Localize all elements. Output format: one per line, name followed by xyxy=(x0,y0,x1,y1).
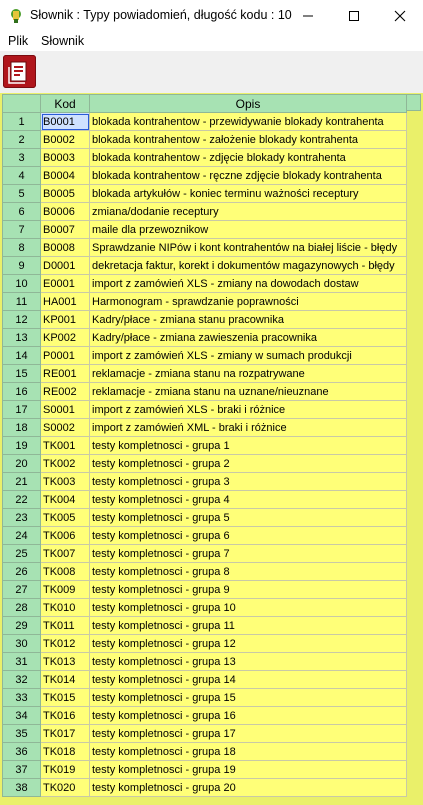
cell-kod[interactable]: RE002 xyxy=(41,383,90,401)
table-row[interactable] xyxy=(3,491,407,509)
cell-kod[interactable]: B0008 xyxy=(41,239,90,257)
row-number[interactable]: 36 xyxy=(3,743,41,761)
title-bar xyxy=(0,0,423,31)
row-number[interactable]: 38 xyxy=(3,779,41,797)
app-icon xyxy=(9,8,23,23)
cell-opis[interactable]: testy kompletnosci - grupa 19 xyxy=(90,761,407,779)
cell-kod[interactable]: HA001 xyxy=(41,293,90,311)
table-row[interactable] xyxy=(3,221,407,239)
row-number[interactable]: 11 xyxy=(3,293,41,311)
cell-opis[interactable]: blokada kontrahentow - zdjęcie blokady kontrahenta xyxy=(90,149,407,167)
cell-opis[interactable]: reklamacje - zmiana stanu na uznane/nieuznane xyxy=(90,383,407,401)
table-row[interactable] xyxy=(3,311,407,329)
cell-opis[interactable]: Sprawdzanie NIPów i kont kontrahentów na białej liście - błędy xyxy=(90,239,407,257)
table-row[interactable] xyxy=(3,617,407,635)
row-number[interactable]: 30 xyxy=(3,635,41,653)
cell-kod[interactable]: TK011 xyxy=(41,617,90,635)
cell-kod[interactable]: KP001 xyxy=(41,311,90,329)
cell-kod[interactable]: TK001 xyxy=(41,437,90,455)
cell-opis[interactable]: import z zamówień XLS - zmiany na dowodach dostaw xyxy=(90,275,407,293)
cell-opis[interactable]: testy kompletnosci - grupa 4 xyxy=(90,491,407,509)
row-number[interactable]: 12 xyxy=(3,311,41,329)
row-number[interactable]: 34 xyxy=(3,707,41,725)
row-number[interactable]: 22 xyxy=(3,491,41,509)
cell-opis[interactable]: testy kompletnosci - grupa 6 xyxy=(90,527,407,545)
cell-kod[interactable]: B0004 xyxy=(41,167,90,185)
row-number[interactable]: 21 xyxy=(3,473,41,491)
table-row[interactable] xyxy=(3,437,407,455)
table-row[interactable] xyxy=(3,275,407,293)
cell-kod[interactable]: D0001 xyxy=(41,257,90,275)
cell-opis[interactable]: testy kompletnosci - grupa 16 xyxy=(90,707,407,725)
cell-opis[interactable]: testy kompletnosci - grupa 15 xyxy=(90,689,407,707)
cell-kod[interactable]: RE001 xyxy=(41,365,90,383)
cell-kod[interactable]: TK019 xyxy=(41,761,90,779)
menu-slownik[interactable]: Słownik xyxy=(41,34,85,48)
cell-opis[interactable]: testy kompletnosci - grupa 17 xyxy=(90,725,407,743)
minimize-icon xyxy=(302,10,314,22)
print-report-icon xyxy=(3,55,36,88)
dictionary-table xyxy=(2,94,407,797)
cell-kod[interactable]: TK018 xyxy=(41,743,90,761)
cell-opis[interactable]: testy kompletnosci - grupa 18 xyxy=(90,743,407,761)
table-row[interactable] xyxy=(3,383,407,401)
cell-kod[interactable]: B0002 xyxy=(41,131,90,149)
row-number-header[interactable] xyxy=(3,95,41,113)
table-row[interactable] xyxy=(3,725,407,743)
table-row[interactable] xyxy=(3,401,407,419)
table-row[interactable] xyxy=(3,563,407,581)
table-row[interactable] xyxy=(3,671,407,689)
row-number[interactable]: 28 xyxy=(3,599,41,617)
row-number[interactable]: 24 xyxy=(3,527,41,545)
cell-kod[interactable]: B0006 xyxy=(41,203,90,221)
table-row[interactable] xyxy=(3,185,407,203)
table-row[interactable] xyxy=(3,581,407,599)
cell-opis[interactable]: blokada kontrahentow - przewidywanie blokady kontrahenta xyxy=(90,113,407,131)
cell-opis[interactable]: Kadry/płace - zmiana zawieszenia pracownika xyxy=(90,329,407,347)
cell-kod[interactable]: TK008 xyxy=(41,563,90,581)
cell-opis[interactable]: testy kompletnosci - grupa 3 xyxy=(90,473,407,491)
cell-kod[interactable]: KP002 xyxy=(41,329,90,347)
row-number[interactable]: 3 xyxy=(3,149,41,167)
cell-opis[interactable]: dekretacja faktur, korekt i dokumentów magazynowych - błędy xyxy=(90,257,407,275)
table-row[interactable] xyxy=(3,527,407,545)
cell-opis[interactable]: reklamacje - zmiana stanu na rozpatrywane xyxy=(90,365,407,383)
cell-opis[interactable]: testy kompletnosci - grupa 10 xyxy=(90,599,407,617)
cell-kod[interactable]: TK010 xyxy=(41,599,90,617)
cell-opis[interactable]: blokada kontrahentow - ręczne zdjęcie blokady kontrahenta xyxy=(90,167,407,185)
cell-opis[interactable]: testy kompletnosci - grupa 1 xyxy=(90,437,407,455)
cell-kod[interactable]: TK002 xyxy=(41,455,90,473)
maximize-button[interactable] xyxy=(331,0,377,31)
row-number[interactable]: 13 xyxy=(3,329,41,347)
cell-kod[interactable]: P0001 xyxy=(41,347,90,365)
table-row[interactable] xyxy=(3,455,407,473)
cell-opis[interactable]: testy kompletnosci - grupa 11 xyxy=(90,617,407,635)
row-number[interactable]: 4 xyxy=(3,167,41,185)
cell-opis[interactable]: testy kompletnosci - grupa 2 xyxy=(90,455,407,473)
close-button[interactable] xyxy=(377,0,423,31)
cell-kod[interactable]: TK013 xyxy=(41,653,90,671)
table-row[interactable] xyxy=(3,779,407,797)
cell-opis[interactable]: testy kompletnosci - grupa 13 xyxy=(90,653,407,671)
table-row[interactable] xyxy=(3,293,407,311)
row-number[interactable]: 19 xyxy=(3,437,41,455)
cell-kod[interactable]: TK015 xyxy=(41,689,90,707)
cell-kod[interactable]: B0003 xyxy=(41,149,90,167)
cell-opis[interactable]: zmiana/dodanie receptury xyxy=(90,203,407,221)
cell-opis[interactable]: import z zamówień XLS - zmiany w sumach produkcji xyxy=(90,347,407,365)
table-row[interactable] xyxy=(3,419,407,437)
row-number[interactable]: 20 xyxy=(3,455,41,473)
table-row[interactable] xyxy=(3,635,407,653)
cell-opis[interactable]: Kadry/płace - zmiana stanu pracownika xyxy=(90,311,407,329)
header-edge-cell xyxy=(406,94,421,111)
cell-opis[interactable]: testy kompletnosci - grupa 14 xyxy=(90,671,407,689)
table-row[interactable] xyxy=(3,131,407,149)
menu-bar xyxy=(0,31,423,51)
window-title: Słownik : Typy powiadomień, długość kodu : 10 xyxy=(30,8,292,22)
cell-opis[interactable]: blokada kontrahentow - założenie blokady kontrahenta xyxy=(90,131,407,149)
cell-opis[interactable]: testy kompletnosci - grupa 12 xyxy=(90,635,407,653)
table-row[interactable] xyxy=(3,707,407,725)
cell-opis[interactable]: import z zamówień XLS - braki i różnice xyxy=(90,401,407,419)
cell-kod[interactable]: S0002 xyxy=(41,419,90,437)
row-number[interactable]: 15 xyxy=(3,365,41,383)
table-row[interactable] xyxy=(3,545,407,563)
cell-kod[interactable]: TK005 xyxy=(41,509,90,527)
row-number[interactable]: 35 xyxy=(3,725,41,743)
toolbar xyxy=(0,51,423,94)
table-row[interactable] xyxy=(3,257,407,275)
cell-kod[interactable]: TK006 xyxy=(41,527,90,545)
table-row[interactable] xyxy=(3,473,407,491)
cell-kod[interactable]: TK020 xyxy=(41,779,90,797)
cell-kod[interactable]: S0001 xyxy=(41,401,90,419)
row-number[interactable]: 5 xyxy=(3,185,41,203)
column-header-opis[interactable]: Opis xyxy=(90,95,407,113)
table-header-row xyxy=(3,95,407,113)
row-number[interactable]: 33 xyxy=(3,689,41,707)
maximize-icon xyxy=(348,10,360,22)
close-icon xyxy=(394,10,406,22)
cell-opis[interactable]: maile dla przewoznikow xyxy=(90,221,407,239)
table-row[interactable] xyxy=(3,761,407,779)
row-number[interactable]: 1 xyxy=(3,113,41,131)
row-number[interactable]: 16 xyxy=(3,383,41,401)
table-row[interactable] xyxy=(3,239,407,257)
row-number[interactable]: 18 xyxy=(3,419,41,437)
table-row[interactable] xyxy=(3,653,407,671)
table-row[interactable] xyxy=(3,689,407,707)
table-row[interactable] xyxy=(3,743,407,761)
row-number[interactable]: 25 xyxy=(3,545,41,563)
cell-kod[interactable]: B0005 xyxy=(41,185,90,203)
minimize-button[interactable] xyxy=(285,0,331,31)
cell-kod[interactable]: B0001 xyxy=(41,113,90,131)
cell-kod[interactable]: TK003 xyxy=(41,473,90,491)
print-button[interactable] xyxy=(3,55,36,88)
row-number[interactable]: 26 xyxy=(3,563,41,581)
row-number[interactable]: 27 xyxy=(3,581,41,599)
row-number[interactable]: 23 xyxy=(3,509,41,527)
cell-opis[interactable]: import z zamówień XML - braki i różnice xyxy=(90,419,407,437)
table-row[interactable] xyxy=(3,149,407,167)
cell-opis[interactable]: testy kompletnosci - grupa 8 xyxy=(90,563,407,581)
table-row[interactable] xyxy=(3,599,407,617)
row-number[interactable]: 37 xyxy=(3,761,41,779)
table-row[interactable] xyxy=(3,347,407,365)
table-row[interactable] xyxy=(3,329,407,347)
cell-kod[interactable]: TK017 xyxy=(41,725,90,743)
row-number[interactable]: 8 xyxy=(3,239,41,257)
cell-kod[interactable]: TK016 xyxy=(41,707,90,725)
data-grid xyxy=(0,93,423,805)
cell-kod[interactable]: TK009 xyxy=(41,581,90,599)
row-number[interactable]: 14 xyxy=(3,347,41,365)
row-number[interactable]: 29 xyxy=(3,617,41,635)
menu-plik[interactable]: Plik xyxy=(8,34,29,48)
table-row[interactable] xyxy=(3,203,407,221)
table-row[interactable] xyxy=(3,509,407,527)
cell-opis[interactable]: blokada artykułów - koniec terminu ważności receptury xyxy=(90,185,407,203)
row-number[interactable]: 32 xyxy=(3,671,41,689)
row-number[interactable]: 17 xyxy=(3,401,41,419)
cell-kod[interactable]: E0001 xyxy=(41,275,90,293)
row-number[interactable]: 7 xyxy=(3,221,41,239)
row-number[interactable]: 2 xyxy=(3,131,41,149)
cell-opis[interactable]: Harmonogram - sprawdzanie poprawności xyxy=(90,293,407,311)
cell-kod[interactable]: TK007 xyxy=(41,545,90,563)
cell-kod[interactable]: B0007 xyxy=(41,221,90,239)
column-header-kod[interactable]: Kod xyxy=(41,95,90,113)
cell-kod[interactable]: TK012 xyxy=(41,635,90,653)
row-number[interactable]: 9 xyxy=(3,257,41,275)
cell-opis[interactable]: testy kompletnosci - grupa 7 xyxy=(90,545,407,563)
table-row[interactable] xyxy=(3,365,407,383)
cell-kod[interactable]: TK014 xyxy=(41,671,90,689)
table-row[interactable] xyxy=(3,167,407,185)
row-number[interactable]: 31 xyxy=(3,653,41,671)
cell-opis[interactable]: testy kompletnosci - grupa 9 xyxy=(90,581,407,599)
table-row[interactable] xyxy=(3,113,407,131)
row-number[interactable]: 6 xyxy=(3,203,41,221)
cell-opis[interactable]: testy kompletnosci - grupa 20 xyxy=(90,779,407,797)
cell-opis[interactable]: testy kompletnosci - grupa 5 xyxy=(90,509,407,527)
cell-kod[interactable]: TK004 xyxy=(41,491,90,509)
row-number[interactable]: 10 xyxy=(3,275,41,293)
